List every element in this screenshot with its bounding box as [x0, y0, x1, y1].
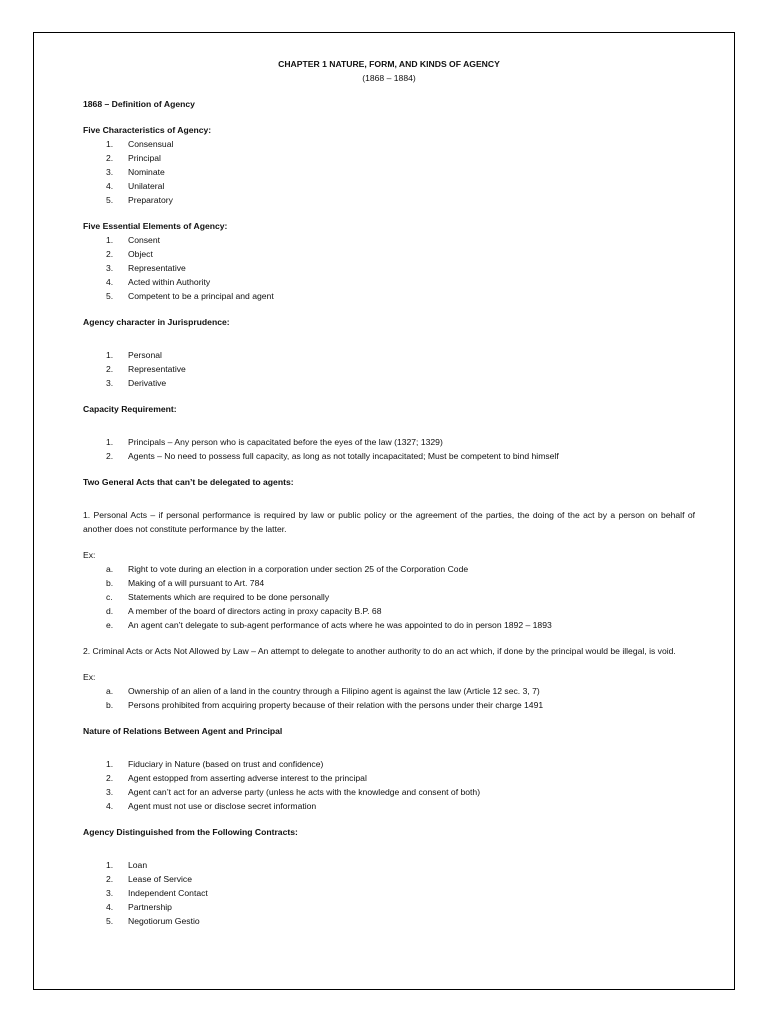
- list-item-number: 1.: [106, 437, 114, 447]
- list-item-number: 1.: [106, 759, 114, 769]
- list-item-text: Agent estopped from asserting adverse interest to the principal: [128, 773, 367, 783]
- jurisprudence-list: [83, 348, 695, 390]
- list-item: [83, 362, 695, 376]
- list-item-text: Fiduciary in Nature (based on trust and confidence): [128, 759, 324, 769]
- list-item-number: a.: [106, 686, 114, 696]
- list-item-text: Principals – Any person who is capacitated before the eyes of the law (1327; 1329): [128, 437, 443, 447]
- capacity-heading: Capacity Requirement:: [83, 404, 177, 414]
- list-item-text: Competent to be a principal and agent: [128, 291, 274, 301]
- list-item: [83, 233, 695, 247]
- capacity-list: [83, 435, 695, 463]
- elements-list: [83, 233, 695, 303]
- criminal-acts-examples: [83, 684, 695, 712]
- list-item-number: d.: [106, 606, 114, 616]
- list-item-text: Independent Contact: [128, 888, 208, 898]
- list-item-text: Lease of Service: [128, 874, 193, 884]
- list-item-text: Acted within Authority: [128, 277, 211, 287]
- list-item: [83, 872, 695, 886]
- list-item: [83, 193, 695, 207]
- list-item-number: 1.: [106, 139, 114, 149]
- list-item: [83, 435, 695, 449]
- list-item-text: Negotiorum Gestio: [128, 916, 200, 926]
- distinguished-list: [83, 858, 695, 928]
- list-item: [83, 179, 695, 193]
- list-item-text: Object: [128, 249, 153, 259]
- list-item: [83, 165, 695, 179]
- list-item-number: 3.: [106, 167, 114, 177]
- jurisprudence-heading: Agency character in Jurisprudence:: [83, 317, 230, 327]
- document-subtitle: (1868 – 1884): [362, 73, 416, 83]
- list-item: [83, 799, 695, 813]
- list-item: [83, 771, 695, 785]
- list-item-number: 1.: [106, 350, 114, 360]
- list-item: [83, 137, 695, 151]
- list-item-number: 2.: [106, 249, 114, 259]
- list-item-number: 5.: [106, 195, 114, 205]
- list-item: [83, 576, 695, 590]
- list-item-text: Derivative: [128, 378, 167, 388]
- list-item: [83, 348, 695, 362]
- list-item-number: 4.: [106, 801, 114, 811]
- relations-list: [83, 757, 695, 813]
- list-item: [83, 376, 695, 390]
- list-item-number: a.: [106, 564, 114, 574]
- list-item: [83, 914, 695, 928]
- list-item-text: Consent: [128, 235, 161, 245]
- list-item-text: Agent can’t act for an adverse party (unless he acts with the knowledge and consent of both): [128, 787, 481, 797]
- list-item-text: Representative: [128, 364, 186, 374]
- example-label-2: Ex:: [83, 672, 96, 682]
- list-item-number: 5.: [106, 916, 114, 926]
- list-item-text: Consensual: [128, 139, 174, 149]
- list-item-number: 4.: [106, 277, 114, 287]
- list-item-number: c.: [106, 592, 113, 602]
- characteristics-list: [83, 137, 695, 207]
- list-item-text: Agent must not use or disclose secret information: [128, 801, 317, 811]
- list-item-text: Right to vote during an election in a corporation under section 25 of the Corporation Code: [128, 564, 469, 574]
- list-item-number: 3.: [106, 378, 114, 388]
- list-item-number: 1.: [106, 860, 114, 870]
- list-item-number: 2.: [106, 773, 114, 783]
- list-item: [83, 886, 695, 900]
- list-item-number: 2.: [106, 364, 114, 374]
- list-item-text: Agents – No need to possess full capacity, as long as not totally incapacitated; Must be competent to bind himself: [128, 451, 559, 461]
- list-item-text: Persons prohibited from acquiring property because of their relation with the persons under their charge 1491: [128, 700, 544, 710]
- list-item-text: Principal: [128, 153, 161, 163]
- list-item: [83, 785, 695, 799]
- list-item: [83, 900, 695, 914]
- list-item-text: Preparatory: [128, 195, 173, 205]
- list-item-number: 2.: [106, 451, 114, 461]
- list-item: [83, 151, 695, 165]
- list-item-number: 4.: [106, 902, 114, 912]
- list-item-number: e.: [106, 620, 114, 630]
- list-item: [83, 247, 695, 261]
- list-item-text: An agent can’t delegate to sub-agent performance of acts where he was appointed to do in person 1892 – 1893: [128, 620, 552, 630]
- list-item: [83, 698, 695, 712]
- list-item-number: 1.: [106, 235, 114, 245]
- list-item-number: 2.: [106, 153, 114, 163]
- list-item-number: 4.: [106, 181, 114, 191]
- personal-acts-examples: [83, 562, 695, 632]
- list-item-number: 2.: [106, 874, 114, 884]
- list-item-text: Loan: [128, 860, 148, 870]
- list-item-number: 3.: [106, 787, 114, 797]
- list-item-number: 3.: [106, 888, 114, 898]
- list-item: [83, 757, 695, 771]
- list-item-text: Unilateral: [128, 181, 165, 191]
- characteristics-heading: Five Characteristics of Agency:: [83, 125, 212, 135]
- list-item-number: 3.: [106, 263, 114, 273]
- list-item: [83, 289, 695, 303]
- example-label-1: Ex:: [83, 550, 96, 560]
- list-item-number: 5.: [106, 291, 114, 301]
- list-item: [83, 261, 695, 275]
- list-item-text: Partnership: [128, 902, 172, 912]
- list-item: [83, 618, 695, 632]
- list-item: [83, 562, 695, 576]
- list-item-text: Ownership of an alien of a land in the country through a Filipino agent is against the law (Article 12 sec. 3, 7): [128, 686, 540, 696]
- definition-heading: 1868 – Definition of Agency: [83, 99, 195, 109]
- list-item-number: b.: [106, 700, 114, 710]
- document-page: [33, 32, 735, 990]
- list-item-number: b.: [106, 578, 114, 588]
- personal-acts-paragraph: 1. Personal Acts – if personal performance is required by law or public policy or the agreement of the parties, the doing of the act by a person on behalf of another does not constitute performance by the latter.: [83, 510, 695, 534]
- list-item-text: Nominate: [128, 167, 165, 177]
- elements-heading: Five Essential Elements of Agency:: [83, 221, 228, 231]
- two-acts-heading: Two General Acts that can’t be delegated to agents:: [83, 477, 294, 487]
- relations-heading: Nature of Relations Between Agent and Principal: [83, 726, 283, 736]
- list-item: [83, 858, 695, 872]
- list-item: [83, 684, 695, 698]
- list-item-text: Making of a will pursuant to Art. 784: [128, 578, 265, 588]
- list-item: [83, 449, 695, 463]
- document-content: [83, 57, 695, 928]
- list-item-text: Personal: [128, 350, 162, 360]
- list-item-text: Representative: [128, 263, 186, 273]
- list-item-text: A member of the board of directors acting in proxy capacity B.P. 68: [128, 606, 382, 616]
- list-item: [83, 604, 695, 618]
- list-item: [83, 275, 695, 289]
- criminal-acts-paragraph: 2. Criminal Acts or Acts Not Allowed by Law – An attempt to delegate to another authority to do an act which, if done by the principal would be illegal, is void.: [83, 646, 676, 656]
- list-item: [83, 590, 695, 604]
- distinguished-heading: Agency Distinguished from the Following Contracts:: [83, 827, 298, 837]
- list-item-text: Statements which are required to be done personally: [128, 592, 330, 602]
- document-title: CHAPTER 1 NATURE, FORM, AND KINDS OF AGENCY: [278, 59, 500, 69]
